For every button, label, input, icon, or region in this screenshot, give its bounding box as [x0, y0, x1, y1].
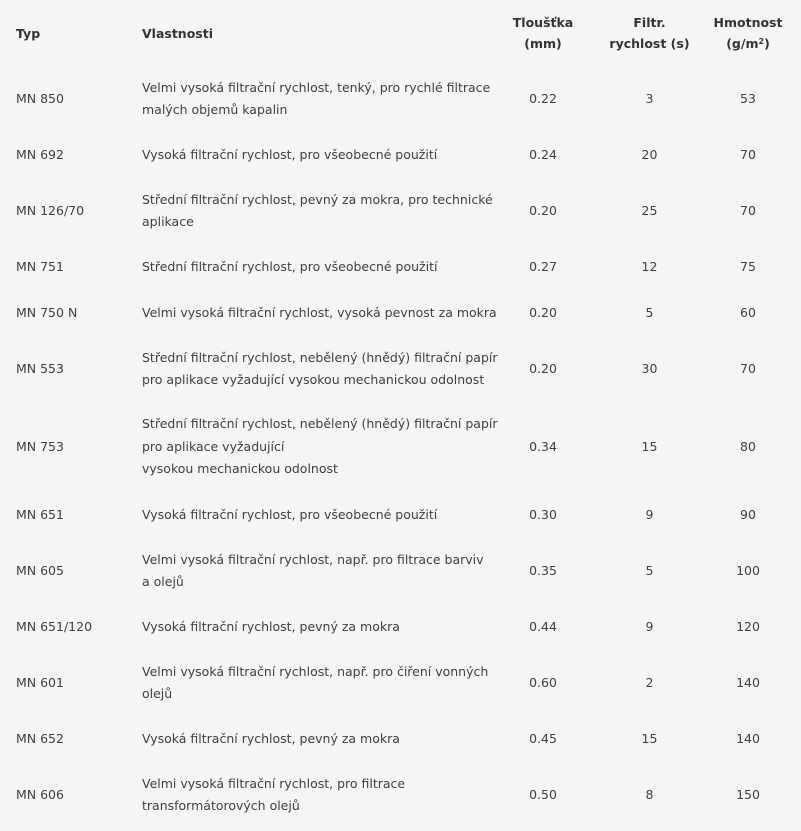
header-filtr-rychlost	[604, 0, 695, 66]
table-row	[0, 762, 801, 828]
cell-typ: MN 605	[16, 562, 64, 578]
cell-hmotnost: 60	[740, 304, 756, 320]
table-row	[0, 650, 801, 716]
cell-typ: MN 126/70	[16, 202, 85, 218]
cell-vlastnosti	[127, 244, 482, 290]
cell-hmotnost: 90	[740, 506, 756, 522]
cell-tloustka: 0.45	[529, 730, 557, 746]
cell-vlastnosti-line: aplikace	[142, 214, 194, 229]
cell-vlastnosti	[127, 492, 482, 538]
cell-typ: MN 601	[16, 674, 64, 690]
cell-vlastnosti-line: vysokou mechanickou odolnost	[142, 461, 338, 477]
cell-vlastnosti-line: Střední filtrační rychlost, pevný za mokra, pro technické	[142, 191, 493, 207]
cell-rychlost: 15	[641, 730, 658, 746]
cell-vlastnosti-line: pro aplikace vyžadující vysokou mechanickou odolnost	[142, 372, 485, 387]
header-row	[0, 0, 801, 66]
cell-vlastnosti	[127, 538, 482, 604]
cell-vlastnosti	[127, 66, 491, 132]
cell-vlastnosti	[127, 604, 482, 650]
cell-tloustka: 0.35	[529, 562, 557, 578]
table-row	[0, 538, 801, 604]
header-hmotnost-unit-b: )	[764, 36, 770, 51]
cell-hmotnost: 150	[736, 786, 760, 802]
header-hmotnost-unit-a: (g/m	[726, 36, 759, 51]
cell-tloustka: 0.24	[529, 146, 557, 162]
cell-tloustka: 0.30	[529, 506, 557, 522]
cell-rychlost: 3	[645, 90, 654, 106]
cell-rychlost: 20	[641, 146, 658, 162]
cell-rychlost: 30	[641, 360, 658, 376]
table-row	[0, 244, 801, 290]
table-row	[0, 604, 801, 650]
cell-tloustka: 0.22	[529, 90, 557, 106]
table-row	[0, 402, 801, 492]
cell-vlastnosti	[127, 178, 493, 244]
cell-vlastnosti-line: transformátorových olejů	[142, 798, 300, 813]
cell-typ: MN 750 N	[16, 304, 78, 320]
cell-hmotnost: 70	[740, 360, 756, 376]
cell-typ: MN 651/120	[16, 618, 93, 634]
cell-rychlost: 8	[645, 786, 654, 802]
cell-rychlost: 12	[641, 258, 658, 274]
cell-tloustka: 0.34	[529, 438, 557, 454]
cell-hmotnost: 75	[740, 258, 756, 274]
cell-hmotnost: 140	[736, 730, 760, 746]
cell-typ: MN 651	[16, 506, 64, 522]
cell-rychlost: 9	[645, 618, 654, 634]
cell-rychlost: 5	[645, 562, 654, 578]
cell-tloustka: 0.20	[529, 202, 557, 218]
cell-vlastnosti-line: Velmi vysoká filtrační rychlost, např. pro filtrace barviv	[142, 551, 484, 567]
cell-typ: MN 751	[16, 258, 64, 274]
cell-hmotnost: 53	[740, 90, 756, 106]
table-row	[0, 492, 801, 538]
cell-typ: MN 606	[16, 786, 64, 802]
cell-tloustka: 0.27	[529, 258, 557, 274]
cell-vlastnosti-line: olejů	[142, 686, 173, 701]
header-hmotnost-line-2	[695, 33, 801, 54]
cell-rychlost: 25	[641, 202, 658, 218]
cell-vlastnosti-line: Vysoká filtrační rychlost, pro všeobecné použití	[142, 146, 438, 162]
cell-hmotnost: 80	[740, 438, 756, 454]
cell-tloustka: 0.44	[529, 618, 557, 634]
cell-rychlost: 2	[645, 674, 654, 690]
header-hmotnost	[695, 0, 801, 66]
header-tloustka	[482, 0, 604, 66]
header-filtr-line-2: rychlost (s)	[609, 36, 690, 51]
cell-vlastnosti	[127, 132, 482, 178]
cell-rychlost: 15	[641, 438, 658, 454]
table-row	[0, 66, 801, 132]
cell-tloustka: 0.20	[529, 304, 557, 320]
cell-vlastnosti-line: pro aplikace vyžadující	[142, 438, 285, 454]
cell-vlastnosti	[127, 762, 482, 828]
table-row	[0, 290, 801, 336]
cell-typ: MN 652	[16, 730, 64, 746]
table-row	[0, 132, 801, 178]
header-vlastnosti: Vlastnosti	[142, 25, 213, 41]
cell-vlastnosti-line: Střední filtrační rychlost, pro všeobecné použití	[142, 258, 438, 274]
cell-vlastnosti	[127, 336, 498, 402]
cell-rychlost: 5	[645, 304, 654, 320]
cell-typ: MN 692	[16, 146, 64, 162]
cell-vlastnosti-line: Vysoká filtrační rychlost, pro všeobecné použití	[142, 506, 438, 522]
header-hmotnost-line-1: Hmotnost	[713, 15, 783, 30]
cell-tloustka: 0.50	[529, 786, 557, 802]
cell-vlastnosti-line: malých objemů kapalin	[142, 102, 288, 117]
cell-vlastnosti	[127, 716, 482, 762]
cell-vlastnosti-line: Vysoká filtrační rychlost, pevný za mokra	[142, 730, 400, 746]
cell-tloustka: 0.20	[529, 360, 557, 376]
cell-vlastnosti-line: Střední filtrační rychlost, nebělený (hnědý) filtrační papír	[142, 416, 498, 432]
cell-typ: MN 753	[16, 438, 64, 454]
cell-hmotnost: 140	[736, 674, 760, 690]
cell-hmotnost: 70	[740, 146, 756, 162]
cell-vlastnosti-line: Velmi vysoká filtrační rychlost, pro filtrace	[142, 775, 406, 791]
cell-rychlost: 9	[645, 506, 654, 522]
cell-vlastnosti-line: Vysoká filtrační rychlost, pevný za mokra	[142, 618, 400, 634]
table-body	[0, 66, 801, 828]
cell-vlastnosti-line: Střední filtrační rychlost, nebělený (hnědý) filtrační papír	[142, 349, 498, 365]
header-tloustka-line-2: (mm)	[524, 36, 562, 51]
header-typ: Typ	[16, 25, 41, 41]
cell-vlastnosti-line: Velmi vysoká filtrační rychlost, např. pro čiření vonných	[142, 663, 489, 679]
cell-hmotnost: 70	[740, 202, 756, 218]
header-tloustka-line-1: Tloušťka	[512, 15, 574, 30]
cell-typ: MN 850	[16, 90, 64, 106]
table-header	[0, 0, 801, 66]
table-row	[0, 178, 801, 244]
cell-vlastnosti-line: a olejů	[142, 574, 184, 589]
cell-tloustka: 0.60	[529, 674, 557, 690]
table-row	[0, 716, 801, 762]
header-hmotnost-unit-sup: 2	[758, 37, 765, 46]
cell-typ: MN 553	[16, 360, 64, 376]
cell-hmotnost: 100	[736, 562, 760, 578]
cell-hmotnost: 120	[736, 618, 760, 634]
cell-vlastnosti	[127, 290, 497, 336]
cell-vlastnosti	[127, 402, 498, 492]
cell-vlastnosti	[127, 650, 489, 716]
cell-vlastnosti-line: Velmi vysoká filtrační rychlost, tenký, pro rychlé filtrace	[142, 79, 491, 95]
cell-vlastnosti-line: Velmi vysoká filtrační rychlost, vysoká pevnost za mokra	[142, 304, 497, 320]
table-row	[0, 336, 801, 402]
header-filtr-line-1: Filtr.	[633, 15, 666, 30]
